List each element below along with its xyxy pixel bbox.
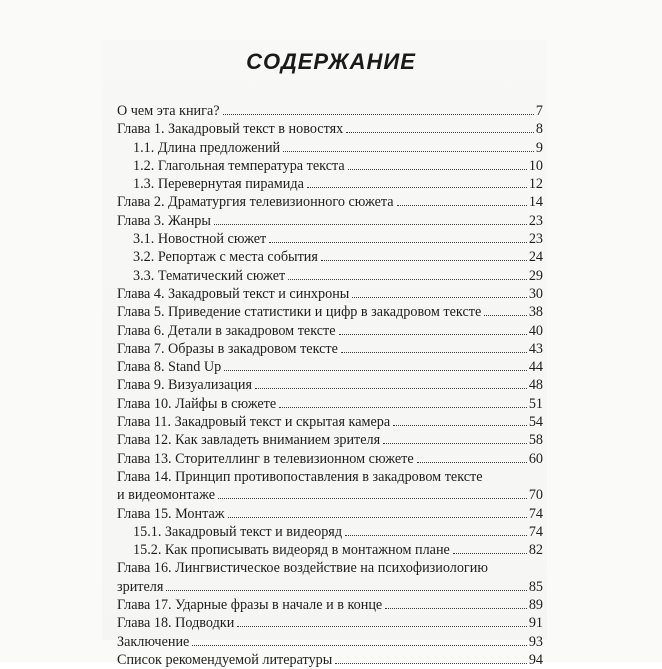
toc-entry-page-number: 14: [528, 194, 543, 211]
toc-entry-label: Глава 7. Образы в закадровом тексте: [117, 340, 338, 357]
toc-entry-page-number: 85: [528, 578, 543, 595]
toc-entry-label: Глава 14. Принцип противопоставления в закадровом тексте: [117, 468, 483, 485]
toc-entry-label: 15.1. Закадровый текст и видеоряд: [133, 523, 343, 540]
toc-entry: [117, 376, 543, 394]
toc-entry-label: 3.2. Репортаж с места события: [133, 249, 318, 266]
toc-entry: [117, 413, 543, 431]
dot-leader: [218, 498, 527, 499]
toc-entry-label: Заключение: [117, 633, 190, 650]
toc-entry-label: Глава 12. Как завладеть вниманием зрителя: [117, 432, 381, 449]
dot-leader: [192, 645, 526, 646]
toc-entry-page-number: 60: [528, 450, 543, 467]
toc-entry: [117, 303, 543, 321]
dot-leader: [346, 132, 534, 133]
dot-leader: [348, 169, 527, 170]
toc-entry: [117, 358, 543, 376]
toc-entry-label: 1.1. Длина предложений: [133, 139, 281, 156]
dot-leader: [484, 315, 527, 316]
dot-leader: [345, 535, 527, 536]
toc-entry-page-number: 89: [528, 597, 543, 614]
toc-entry-page-number: 9: [535, 139, 543, 156]
dot-leader: [269, 242, 527, 243]
toc-entry-label: О чем эта книга?: [117, 103, 220, 119]
toc-entry-label: Глава 9. Визуализация: [117, 377, 253, 394]
toc-entry-label: Глава 3. Жанры: [117, 212, 211, 229]
toc-entry-page-number: 23: [528, 231, 543, 248]
dot-leader: [393, 425, 527, 426]
toc-entry: [117, 651, 543, 669]
dot-leader: [453, 553, 527, 554]
toc-entry: [117, 633, 543, 651]
toc-entry-page-number: 10: [528, 157, 543, 174]
toc-entry: [117, 450, 543, 468]
toc-entry-label: Глава 13. Сторителлинг в телевизионном сюжете: [117, 450, 414, 467]
toc-entry-label: Глава 1. Закадровый текст в новостях: [117, 121, 344, 138]
toc-entry-label: 1.3. Перевернутая пирамида: [133, 176, 304, 193]
dot-leader: [283, 151, 534, 152]
toc-entry-page-number: 70: [528, 487, 543, 504]
toc-entry-label: 15.2. Как прописывать видеоряд в монтажном плане: [133, 542, 450, 559]
toc-entry: [117, 596, 543, 614]
toc-entry-page-number: 24: [528, 249, 543, 266]
dot-leader: [237, 626, 527, 627]
toc-entry: [117, 578, 543, 596]
toc-entry: [117, 468, 543, 486]
toc-entry: [117, 230, 543, 248]
toc-entry: [117, 614, 543, 632]
dot-leader: [166, 590, 526, 591]
toc-entry-page-number: 58: [528, 432, 543, 449]
toc-entry: [117, 120, 543, 138]
toc-entry: [117, 541, 543, 559]
toc-entry: [117, 267, 543, 285]
toc-entry-label: и видеомонтаже: [117, 487, 216, 504]
dot-leader: [383, 443, 527, 444]
toc-entry-page-number: 54: [528, 414, 543, 431]
toc-entry: [117, 102, 543, 120]
toc-entry-label: Глава 18. Подводки: [117, 615, 235, 632]
toc-entry: [117, 340, 543, 358]
toc-entry-label: 1.2. Глагольная температура текста: [133, 157, 345, 174]
toc-entry-label: Глава 8. Stand Up: [117, 359, 222, 376]
toc-entry-label: 3.1. Новостной сюжет: [133, 231, 267, 248]
toc-entry-page-number: 94: [528, 651, 543, 668]
toc-entry: [117, 139, 543, 157]
dot-leader: [307, 187, 527, 188]
dot-leader: [288, 279, 527, 280]
toc-entry: [117, 559, 543, 577]
dot-leader: [339, 334, 527, 335]
toc-entry-page-number: 30: [528, 285, 543, 302]
toc-entry-page-number: 93: [528, 633, 543, 650]
toc-entry-label: Глава 2. Драматургия телевизионного сюжета: [117, 194, 394, 211]
toc-entry-page-number: 29: [528, 267, 543, 284]
toc-entry-page-number: 74: [528, 523, 543, 540]
toc-entry-page-number: 44: [528, 359, 543, 376]
toc-entry-page-number: 7: [535, 103, 543, 119]
toc-entry-label: 3.3. Тематический сюжет: [133, 267, 286, 284]
dot-leader: [341, 352, 527, 353]
dot-leader: [352, 297, 526, 298]
dot-leader: [279, 407, 527, 408]
toc-entry: [117, 322, 543, 340]
toc-entry-label: Глава 4. Закадровый текст и синхроны: [117, 285, 350, 302]
toc-entry-page-number: 91: [528, 615, 543, 632]
toc-entry-label: Глава 16. Лингвистическое воздействие на психофизиологию: [117, 560, 488, 577]
toc-entry-page-number: 40: [528, 322, 543, 339]
dot-leader: [224, 370, 527, 371]
toc-entry-label: Глава 10. Лайфы в сюжете: [117, 395, 277, 412]
toc-entry-page-number: 12: [528, 176, 543, 193]
toc-entry: [117, 193, 543, 211]
toc-entry-label: Глава 11. Закадровый текст и скрытая камера: [117, 414, 391, 431]
toc-entry: [117, 212, 543, 230]
toc-entry-page-number: 74: [528, 505, 543, 522]
dot-leader: [417, 462, 527, 463]
toc-entry-label: Глава 15. Монтаж: [117, 505, 225, 522]
toc-entry: [117, 157, 543, 175]
toc-entry-label: Глава 5. Приведение статистики и цифр в закадровом тексте: [117, 304, 482, 321]
dot-leader: [385, 608, 527, 609]
toc-entry-page-number: 48: [528, 377, 543, 394]
table-of-contents: [117, 102, 543, 669]
toc-entry: [117, 431, 543, 449]
dot-leader: [397, 205, 527, 206]
toc-entry: [117, 395, 543, 413]
toc-entry-label: Список рекомендуемой литературы: [117, 651, 333, 668]
toc-entry: [117, 523, 543, 541]
toc-entry: [117, 285, 543, 303]
dot-leader: [223, 114, 534, 115]
toc-entry-label: Глава 17. Ударные фразы в начале и в конце: [117, 597, 383, 614]
toc-entry: [117, 505, 543, 523]
dot-leader: [228, 517, 527, 518]
dot-leader: [255, 388, 527, 389]
toc-entry: [117, 175, 543, 193]
toc-entry-page-number: 23: [528, 212, 543, 229]
toc-entry: [117, 248, 543, 266]
toc-entry-page-number: 38: [528, 304, 543, 321]
toc-entry-page-number: 43: [528, 340, 543, 357]
toc-entry-page-number: 82: [528, 542, 543, 559]
dot-leader: [214, 224, 527, 225]
dot-leader: [335, 663, 527, 664]
toc-entry: [117, 486, 543, 504]
page-title: СОДЕРЖАНИЕ: [246, 49, 416, 74]
toc-entry-page-number: 51: [528, 395, 543, 412]
dot-leader: [321, 260, 527, 261]
toc-entry-label: Глава 6. Детали в закадровом тексте: [117, 322, 336, 339]
toc-entry-page-number: 8: [535, 121, 543, 138]
toc-entry-label: зрителя: [117, 578, 164, 595]
